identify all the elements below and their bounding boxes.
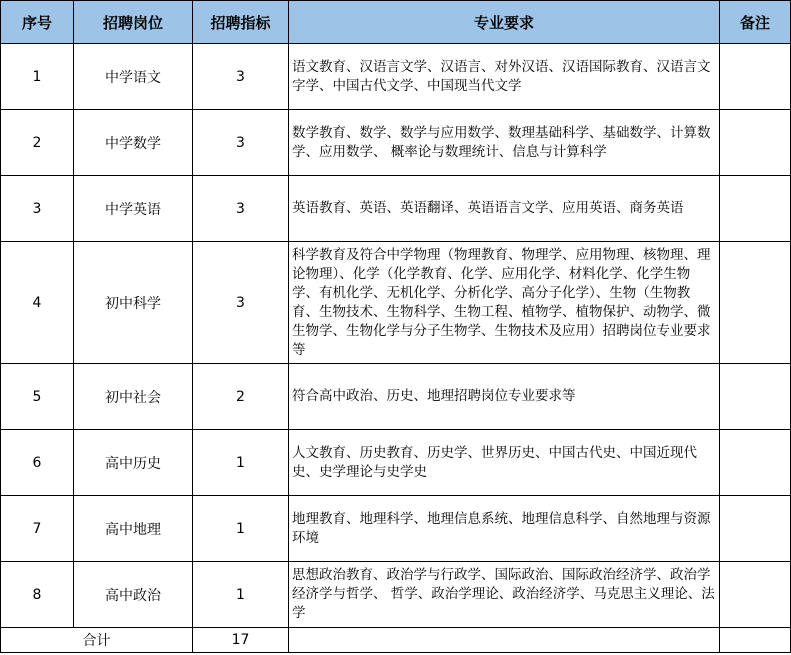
row-post: 初中社会 <box>74 364 193 430</box>
table-row <box>1 562 791 628</box>
total-count: 17 <box>193 628 289 653</box>
row-no: 5 <box>1 364 74 430</box>
row-no: 3 <box>1 176 74 242</box>
row-requirements: 人文教育、历史教育、历史学、世界历史、中国古代史、中国近现代史、史学理论与史学史 <box>289 430 720 496</box>
row-requirements: 地理教育、地理科学、地理信息系统、地理信息科学、自然地理与资源环境 <box>289 496 720 562</box>
row-requirements: 符合高中政治、历史、地理招聘岗位专业要求等 <box>289 364 720 430</box>
table-row <box>1 176 791 242</box>
row-count: 3 <box>193 176 289 242</box>
row-count: 1 <box>193 430 289 496</box>
row-post: 中学语文 <box>74 44 193 110</box>
header-note: 备注 <box>720 1 791 44</box>
row-note <box>720 496 791 562</box>
row-no: 1 <box>1 44 74 110</box>
row-count: 2 <box>193 364 289 430</box>
header-requirements: 专业要求 <box>289 1 720 44</box>
row-note <box>720 44 791 110</box>
header-post: 招聘岗位 <box>74 1 193 44</box>
row-note <box>720 562 791 628</box>
total-requirements <box>289 628 720 653</box>
row-count: 3 <box>193 242 289 364</box>
row-note <box>720 364 791 430</box>
row-post: 高中政治 <box>74 562 193 628</box>
table-row <box>1 242 791 364</box>
row-requirements: 科学教育及符合中学物理（物理教育、物理学、应用物理、核物理、理论物理）、化学（化学教育、化学、应用化学、材料化学、化学生物学、有机化学、无机化学、分析化学、高分子化学）、生物（生物教育、生物技术、生物科学、生物工程、植物学、植物保护、动物学、微生物学、生物化学与分子生物学、生物技术及应用）招聘岗位专业要求等 <box>289 242 720 364</box>
table-row <box>1 44 791 110</box>
row-note <box>720 176 791 242</box>
row-note <box>720 242 791 364</box>
row-requirements: 语文教育、汉语言文学、汉语言、对外汉语、汉语国际教育、汉语言文字学、中国古代文学、中国现当代文学 <box>289 44 720 110</box>
total-label: 合计 <box>1 628 193 653</box>
table-row <box>1 496 791 562</box>
table-row <box>1 364 791 430</box>
row-post: 中学数学 <box>74 110 193 176</box>
row-requirements: 英语教育、英语、英语翻译、英语语言文学、应用英语、商务英语 <box>289 176 720 242</box>
table-row <box>1 430 791 496</box>
row-post: 中学英语 <box>74 176 193 242</box>
row-no: 4 <box>1 242 74 364</box>
row-no: 7 <box>1 496 74 562</box>
row-no: 6 <box>1 430 74 496</box>
row-no: 2 <box>1 110 74 176</box>
row-count: 3 <box>193 110 289 176</box>
row-requirements: 思想政治教育、政治学与行政学、国际政治、国际政治经济学、政治学经济学与哲学、 哲学、政治学理论、政治经济学、马克思主义理论、法学 <box>289 562 720 628</box>
header-row <box>1 1 791 44</box>
row-post: 初中科学 <box>74 242 193 364</box>
row-post: 高中地理 <box>74 496 193 562</box>
total-note <box>720 628 791 653</box>
total-row <box>1 628 791 653</box>
table-row <box>1 110 791 176</box>
row-requirements: 数学教育、数学、数学与应用数学、数理基础科学、基础数学、计算数学、应用数学、 概率论与数理统计、信息与计算科学 <box>289 110 720 176</box>
row-count: 1 <box>193 562 289 628</box>
row-note <box>720 110 791 176</box>
row-count: 1 <box>193 496 289 562</box>
row-count: 3 <box>193 44 289 110</box>
row-post: 高中历史 <box>74 430 193 496</box>
header-count: 招聘指标 <box>193 1 289 44</box>
header-no: 序号 <box>1 1 74 44</box>
row-note <box>720 430 791 496</box>
row-no: 8 <box>1 562 74 628</box>
